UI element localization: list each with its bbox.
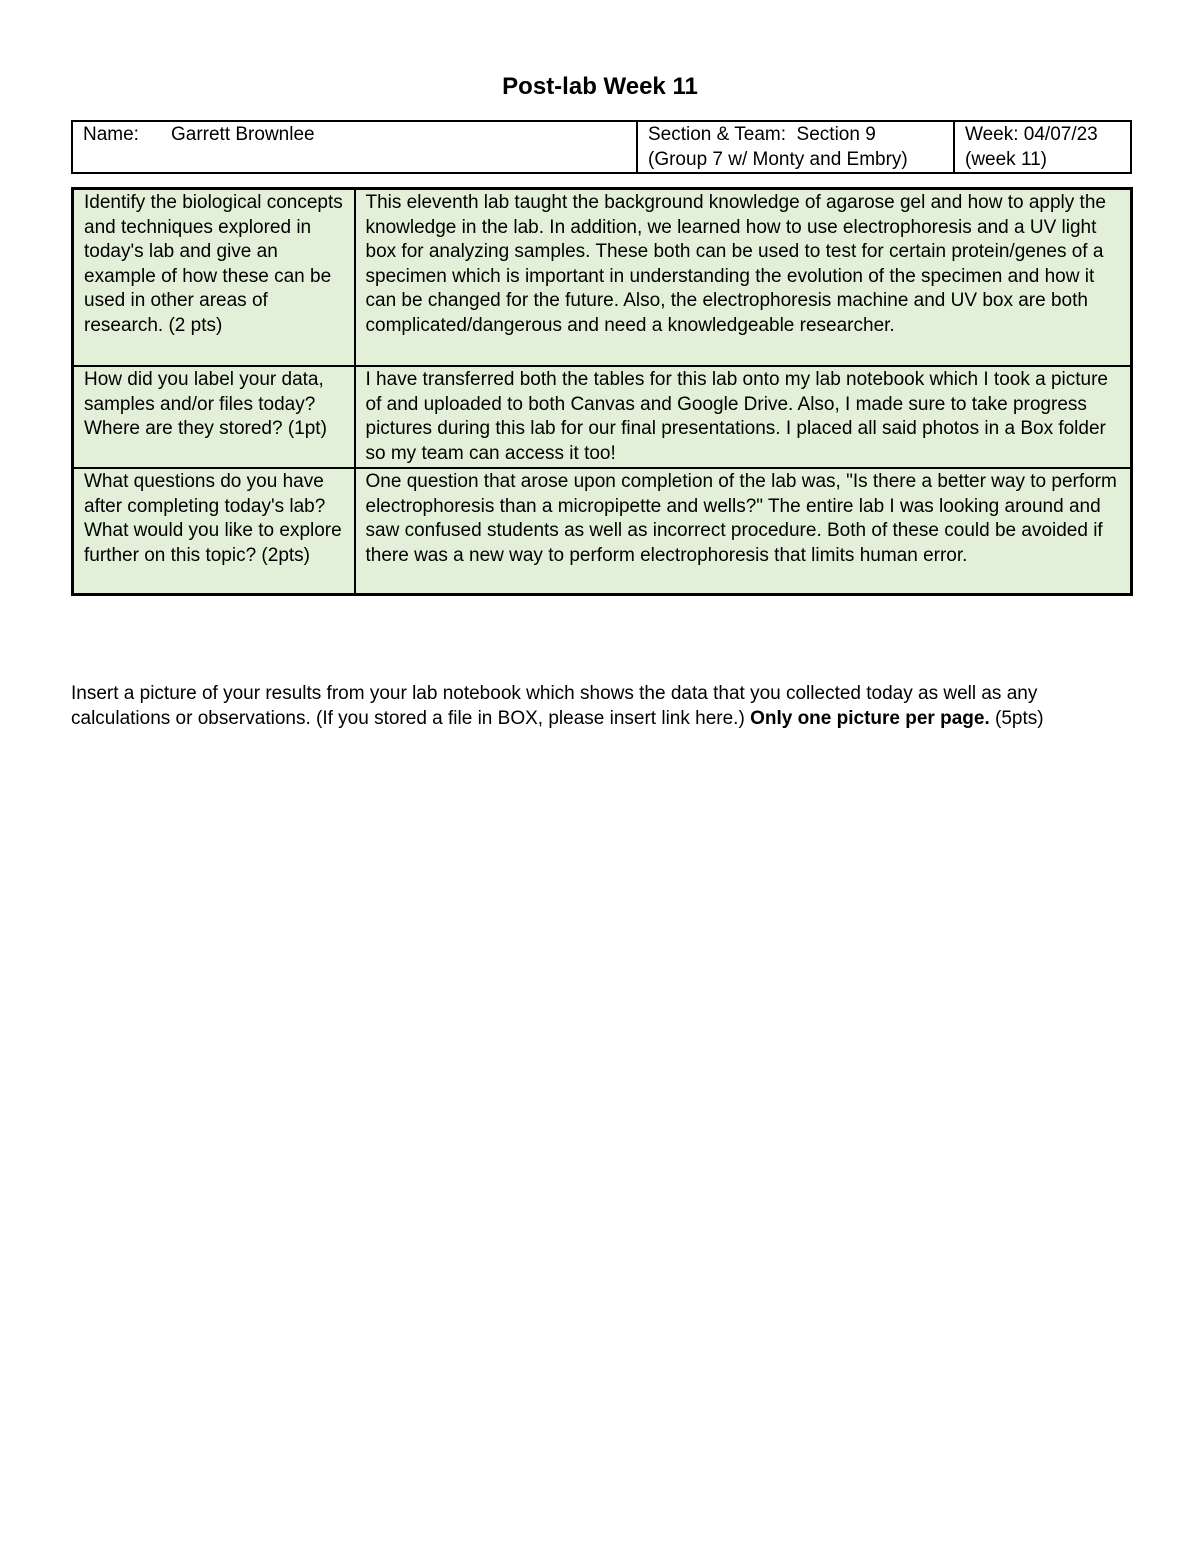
table-row	[73, 468, 1132, 595]
answer-cell: One question that arose upon completion of the lab was, "Is there a better way to perform electrophoresis than a micropipette and wells?" The entire lab I was looking around and saw confused students as well as incorrect procedure. Both of these could be avoided if there was a new way to perform electrophoresis that limits human error.	[355, 468, 1132, 595]
name-label: Name:	[83, 124, 139, 145]
table-row	[73, 366, 1132, 468]
student-info-table	[71, 120, 1132, 174]
table-row	[73, 189, 1132, 367]
instructions-points: (5pts)	[995, 707, 1044, 729]
week-cell	[954, 121, 1131, 173]
section-cell	[637, 121, 954, 173]
answer-cell: This eleventh lab taught the background knowledge of agarose gel and how to apply the knowledge in the lab. In addition, we learned how to use electrophoresis and a UV light box for analyzing samples. These both can be used to test for certain protein/genes of a specimen which is important in understanding the evolution of the specimen and how it can be changed for the future. Also, the electrophoresis machine and UV box are both complicated/dangerous and need a knowledgeable researcher.	[355, 189, 1132, 367]
questions-table	[71, 187, 1133, 596]
week-line-1: Week: 04/07/23	[965, 124, 1098, 145]
page-title: Post-lab Week 11	[502, 73, 698, 100]
picture-instructions	[71, 682, 1141, 731]
answer-cell: I have transferred both the tables for this lab onto my lab notebook which I took a picture of and uploaded to both Canvas and Google Drive. Also, I made sure to take progress pictures during this lab for our final presentations. I placed all said photos in a Box folder so my team can access it too!	[355, 366, 1132, 468]
instructions-text: Insert a picture of your results from your lab notebook which shows the data that you collected today as well as any calculations or observations. (If you stored a file in BOX, please insert link here.)	[71, 683, 1038, 729]
week-line-2: (week 11)	[965, 148, 1048, 170]
name-value: Garrett Brownlee	[170, 124, 315, 145]
name-cell	[72, 121, 637, 173]
section-line-1: Section & Team: Section 9	[648, 124, 876, 145]
instructions-bold: Only one picture per page.	[750, 707, 990, 729]
section-line-2: (Group 7 w/ Monty and Embry)	[648, 148, 908, 170]
question-cell: How did you label your data, samples and/or files today? Where are they stored? (1pt)	[73, 366, 355, 468]
question-cell: What questions do you have after completing today's lab? What would you like to explore further on this topic? (2pts)	[73, 468, 355, 595]
question-cell: Identify the biological concepts and techniques explored in today's lab and give an example of how these can be used in other areas of research. (2 pts)	[73, 189, 355, 367]
